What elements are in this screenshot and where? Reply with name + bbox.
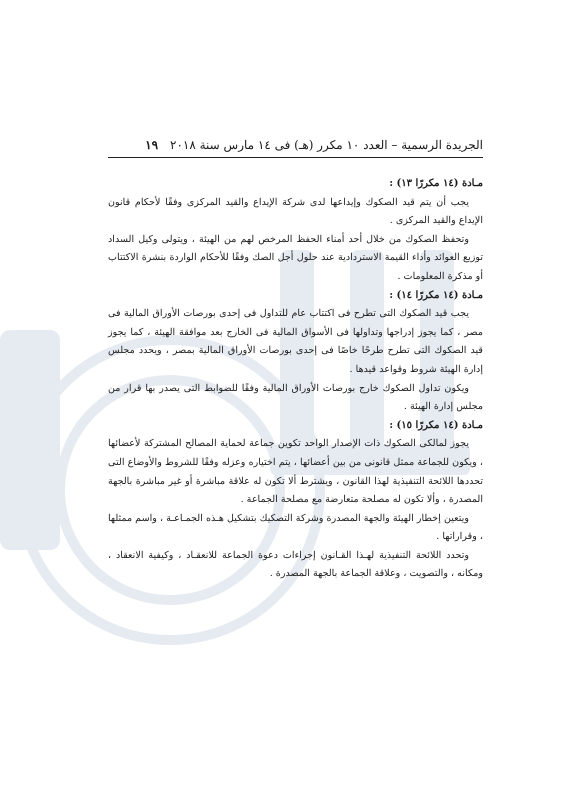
- articles-body: [108, 175, 483, 584]
- article-paragraph: يجب قيد الصكوك التى تطرح فى اكتتاب عام للتداول فى إحدى بورصات الأوراق المالية فى مصر ، كما يجوز إدراجها وتداولها فى الأسواق المالية فى الخارج بعد موافقة الهيئة ، كما يجوز قيد الصكوك التى تطرح طرحًا خاصًا فى إحدى بورصات الأوراق المالية بمصر ، ويحدد مجلس إدارة الهيئة شروط وقواعد قيدها .: [108, 308, 483, 375]
- header-title: الجريدة الرسمية – العدد ١٠ مكرر (هـ) فى ١٤ مارس سنة ٢٠١٨: [170, 138, 483, 152]
- article-paragraph: وتحفظ الصكوك من خلال أحد أمناء الحفظ المرخص لهم من الهيئة ، ويتولى وكيل السداد توزيع العوائد وأداء القيمة الاستردادية عند حلول أجل الصك وفقًا للأحكام الواردة بنشرة الاكتتاب أو مذكرة المعلومات .: [108, 233, 483, 282]
- article-heading: مـادة (١٤ مكررًا ١٥) :: [389, 419, 483, 431]
- article-heading: مـادة (١٤ مكررًا ١٣) :: [389, 178, 483, 189]
- article-14-bis-15: [108, 417, 483, 584]
- article-14-bis-13: [108, 175, 483, 287]
- article-paragraph: وتحدد اللائحة التنفيذية لهـذا القـانون إجراءات دعوة الجماعة للانعقـاد ، وكيفية الانعقاد ، ومكانه ، والتصويت ، وعلاقة الجماعة بالجهة المصدرة .: [108, 549, 483, 580]
- article-14-bis-14: [108, 287, 483, 417]
- article-paragraph: ويكون تداول الصكوك خارج بورصات الأوراق المالية وفقًا للضوابط التى يصدر بها قرار من مجلس إدارة الهيئة .: [108, 382, 483, 413]
- article-paragraph: يجوز لمالكى الصكوك ذات الإصدار الواحد تكوين جماعة لحماية المصالح المشتركة لأعضائها ، ويكون للجماعة ممثل قانونى من بين أعضائها ، يتم اختياره وعزله وفقًا للشروط والأوضاع التى تحددها اللائحة التنفيذية لهذا القانون ، ويشترط ألا تكون له علاقة مباشرة أو غير مباشرة بالجهة المصدرة ، وألا تكون له مصلحة متعارضة مع مصلحة الجماعة .: [108, 438, 483, 506]
- page-number: ١٩: [145, 138, 159, 152]
- gazette-page: [108, 137, 483, 584]
- article-paragraph: ويتعين إخطار الهيئة والجهة المصدرة وشركة التصكيك بتشكيل هـذه الجمـاعـة ، واسم ممثلها ، وقراراتها .: [108, 512, 483, 543]
- article-paragraph: يجب أن يتم قيد الصكوك وإيداعها لدى شركة الإيداع والقيد المركزى وفقًا لأحكام قانون الإيداع والقيد المركزى .: [108, 196, 483, 227]
- article-heading: مـادة (١٤ مكررًا ١٤) :: [389, 289, 483, 301]
- running-header: [108, 137, 483, 158]
